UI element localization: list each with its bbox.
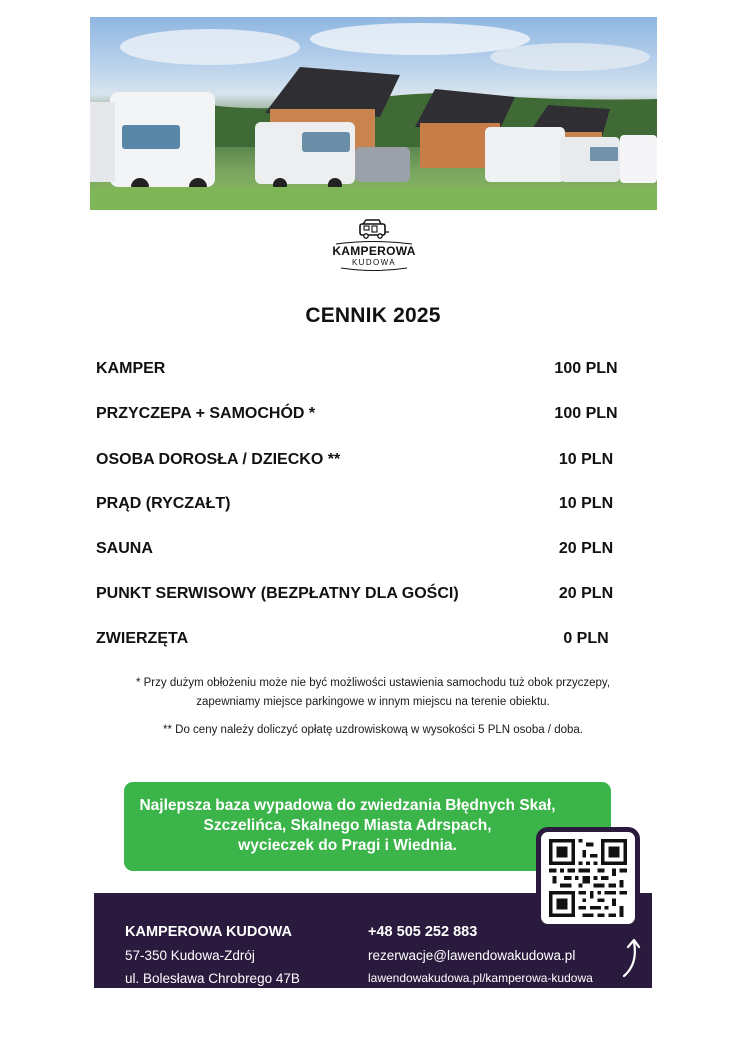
promo-line-1: Najlepsza baza wypadowa do zwiedzania Błędnych Skał, [139, 797, 556, 814]
qr-code[interactable] [536, 827, 640, 929]
price-item-name: OSOBA DOROSŁA / DZIECKO ** [96, 451, 341, 468]
price-item-value: 20 PLN [558, 585, 614, 602]
logo-swash-bottom [339, 267, 409, 272]
footer-email[interactable]: rezerwacje@lawendowakudowa.pl [368, 948, 576, 963]
price-row [96, 405, 656, 427]
footer-url[interactable]: lawendowakudowa.pl/kamperowa-kudowa [368, 971, 593, 985]
footer-phone[interactable]: +48 505 252 883 [368, 924, 478, 940]
price-row [96, 495, 656, 517]
promo-line-3: wycieczek do Pragi i Wiednia. [238, 837, 457, 854]
price-row [96, 630, 656, 652]
price-item-value: 10 PLN [558, 451, 614, 468]
footer-street: ul. Bolesława Chrobrego 47B [125, 971, 300, 986]
price-item-name: PRZYCZEPA + SAMOCHÓD * [96, 405, 316, 422]
address-block [125, 921, 300, 990]
price-row [96, 585, 656, 607]
price-row [96, 360, 656, 382]
footnote-1-line-2: zapewniamy miejsce parkingowe w innym miejscu na terenie obiektu. [196, 696, 550, 708]
qr-code-icon [549, 839, 627, 917]
footer-brand: KAMPEROWA KUDOWA [125, 924, 293, 940]
camper-photo [90, 17, 657, 210]
logo [320, 218, 428, 276]
contact-block [368, 921, 593, 990]
footer-postal: 57-350 Kudowa-Zdrój [125, 948, 255, 963]
footnote-1 [0, 674, 746, 712]
price-item-name: SAUNA [96, 540, 153, 557]
camper-logo-icon [357, 218, 391, 240]
hero-photo [90, 17, 657, 210]
price-row [96, 540, 656, 562]
curved-arrow-icon [620, 936, 644, 980]
footnote-1-line-1: * Przy dużym obłożeniu może nie być możliwości ustawienia samochodu tuż obok przyczepy, [135, 677, 611, 689]
promo-line-2: Szczelińca, Skalnego Miasta Adrspach, [203, 817, 492, 834]
price-item-name: KAMPER [96, 360, 166, 377]
price-item-name: ZWIERZĘTA [96, 630, 189, 647]
price-row [96, 451, 656, 473]
price-item-name: PUNKT SERWISOWY (BEZPŁATNY DLA GOŚCI) [96, 585, 459, 602]
price-item-value: 100 PLN [554, 405, 618, 422]
price-item-value: 20 PLN [558, 540, 614, 557]
price-item-value: 100 PLN [554, 360, 618, 377]
logo-subtitle: KUDOWA [351, 258, 397, 267]
logo-title: KAMPEROWA [332, 244, 416, 258]
price-item-value: 10 PLN [558, 495, 614, 512]
footnote-2: ** Do ceny należy doliczyć opłatę uzdrowiskową w wysokości 5 PLN osoba / doba. [163, 724, 583, 736]
page-title: CENNIK 2025 [305, 304, 441, 327]
price-item-value: 0 PLN [563, 630, 609, 647]
price-item-name: PRĄD (RYCZAŁT) [96, 495, 231, 512]
